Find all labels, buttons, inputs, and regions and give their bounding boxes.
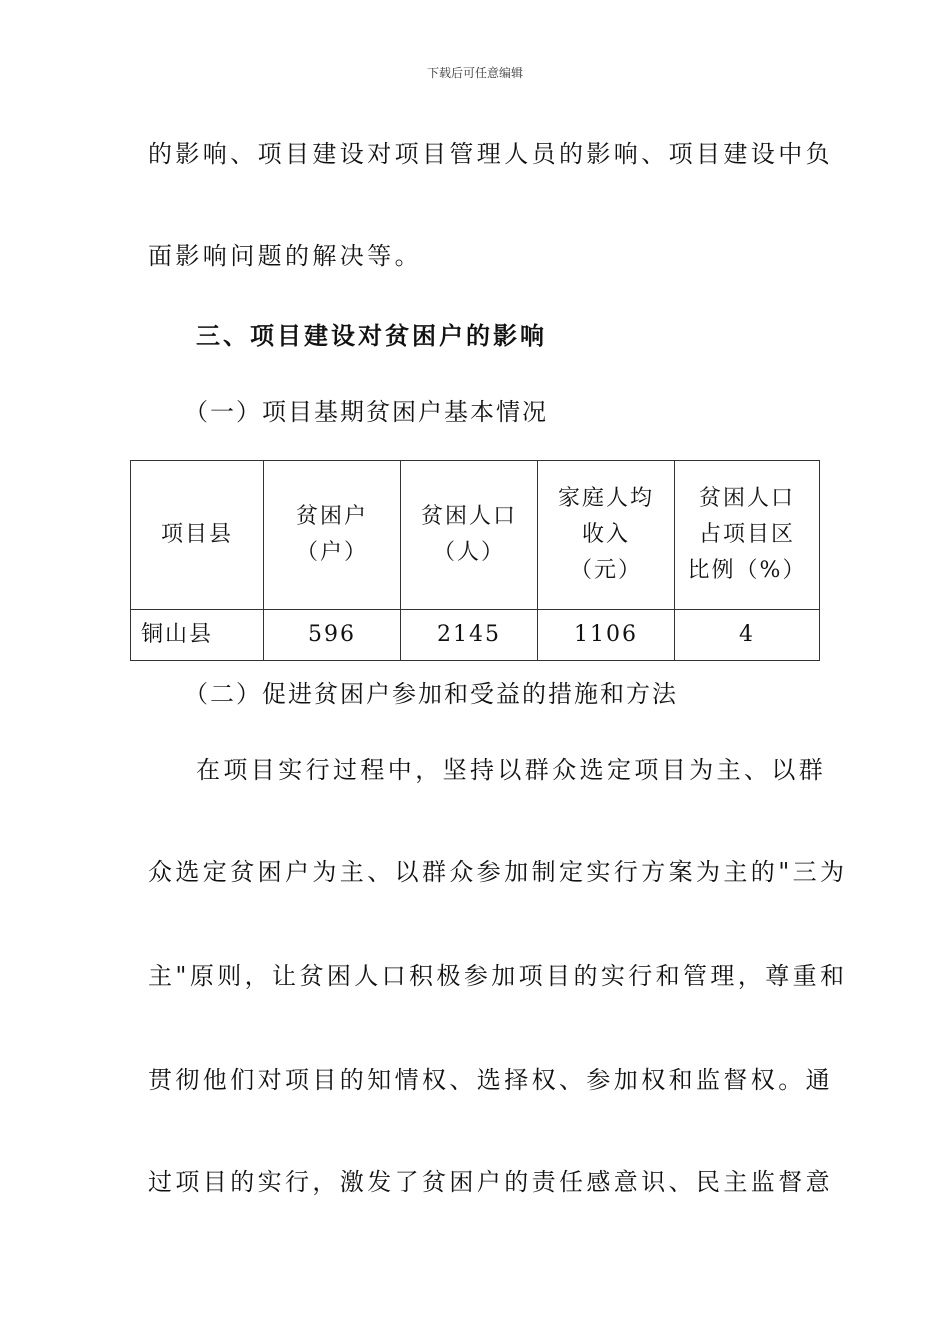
subsection-1-title: （一）项目基期贫困户基本情况 (184, 398, 548, 426)
cell-income: 1106 (538, 610, 675, 661)
body-line-1: 在项目实行过程中，坚持以群众选定项目为主、以群 (196, 756, 827, 784)
section-title: 三、项目建设对贫困户的影响 (196, 321, 547, 350)
body-line-4: 贯彻他们对项目的知情权、选择权、参加权和监督权。通 (148, 1066, 833, 1094)
header-population (401, 461, 538, 610)
poverty-table (130, 460, 820, 661)
cell-county: 铜山县 (131, 610, 264, 661)
header-households (264, 461, 401, 610)
header-county (131, 461, 264, 610)
header-ratio (675, 461, 820, 610)
body-line-2: 众选定贫困户为主、以群众参加制定实行方案为主的"三为 (148, 858, 848, 886)
header-ratio-line-1: 贫困人口 (698, 486, 795, 511)
table-header-row (131, 461, 820, 610)
subsection-2-title: （二）促进贫困户参加和受益的措施和方法 (184, 680, 678, 708)
header-income (538, 461, 675, 610)
header-population-line-1: 贫困人口 (420, 504, 517, 529)
cell-population: 2145 (401, 610, 538, 661)
header-ratio-line-3: 比例（%） (687, 558, 807, 583)
header-income-line-1: 家庭人均 (557, 486, 654, 511)
header-income-line-2: 收入 (581, 522, 630, 547)
intro-line-1: 的影响、项目建设对项目管理人员的影响、项目建设中负 (148, 140, 833, 168)
header-population-line-2: （人） (432, 540, 505, 565)
intro-line-2: 面影响问题的解决等。 (148, 242, 422, 270)
body-line-3: 主"原则，让贫困人口积极参加项目的实行和管理，尊重和 (148, 962, 848, 990)
body-line-5: 过项目的实行，激发了贫困户的责任感意识、民主监督意 (148, 1168, 833, 1196)
header-households-line-1: 贫困户 (295, 504, 368, 529)
table-row (131, 610, 820, 661)
header-income-line-3: （元） (569, 558, 642, 583)
header-county-line-1: 项目县 (160, 522, 233, 547)
cell-households: 596 (264, 610, 401, 661)
cell-ratio: 4 (675, 610, 820, 661)
header-ratio-line-2: 占项目区 (698, 522, 795, 547)
page-header: 下载后可任意编辑 (426, 66, 523, 80)
header-households-line-2: （户） (295, 540, 368, 565)
